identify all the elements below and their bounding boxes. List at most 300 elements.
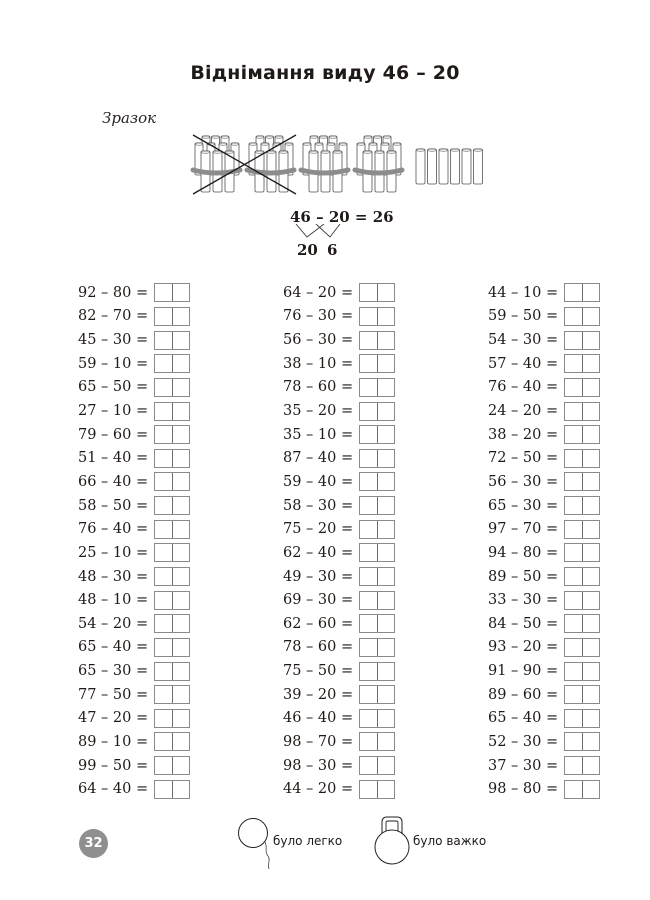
answer-tens-cell[interactable] <box>155 757 172 774</box>
answer-boxes[interactable] <box>564 283 600 302</box>
answer-units-cell[interactable] <box>172 757 190 774</box>
exercise-row <box>283 352 395 376</box>
answer-tens-cell[interactable] <box>360 592 377 609</box>
answer-units-cell[interactable] <box>377 686 395 703</box>
answer-boxes[interactable] <box>359 638 395 657</box>
answer-tens-cell[interactable] <box>155 544 172 561</box>
answer-units-cell[interactable] <box>582 686 600 703</box>
answer-boxes[interactable] <box>564 378 600 397</box>
answer-tens-cell[interactable] <box>155 615 172 632</box>
answer-units-cell[interactable] <box>377 450 395 467</box>
answer-units-cell[interactable] <box>377 379 395 396</box>
single-stick-icon <box>439 149 448 184</box>
answer-boxes[interactable] <box>564 449 600 468</box>
answer-tens-cell[interactable] <box>360 403 377 420</box>
exercise-row <box>78 754 190 778</box>
answer-units-cell[interactable] <box>172 781 190 798</box>
answer-boxes[interactable] <box>359 425 395 444</box>
answer-units-cell[interactable] <box>172 686 190 703</box>
page-number-badge: 32 <box>79 829 108 858</box>
exercise-expression: 45 – 30 = <box>78 332 149 349</box>
answer-units-cell[interactable] <box>582 592 600 609</box>
answer-boxes[interactable] <box>359 449 395 468</box>
answer-boxes[interactable] <box>359 472 395 491</box>
exercise-expression: 54 – 20 = <box>78 615 149 632</box>
exercise-expression: 44 – 20 = <box>283 781 354 798</box>
exercise-row <box>488 423 600 447</box>
answer-tens-cell[interactable] <box>565 521 582 538</box>
answer-tens-cell[interactable] <box>565 733 582 750</box>
answer-boxes[interactable] <box>359 662 395 681</box>
answer-boxes[interactable] <box>359 520 395 539</box>
exercise-expression: 93 – 20 = <box>488 639 559 656</box>
answer-units-cell[interactable] <box>172 379 190 396</box>
answer-tens-cell[interactable] <box>360 355 377 372</box>
answer-units-cell[interactable] <box>582 403 600 420</box>
answer-boxes[interactable] <box>564 780 600 799</box>
exercise-row <box>283 777 395 801</box>
answer-boxes[interactable] <box>154 638 190 657</box>
answer-units-cell[interactable] <box>377 308 395 325</box>
answer-units-cell[interactable] <box>582 284 600 301</box>
exercise-row <box>488 636 600 660</box>
exercise-row <box>78 446 190 470</box>
answer-units-cell[interactable] <box>172 497 190 514</box>
answer-units-cell[interactable] <box>582 781 600 798</box>
answer-tens-cell[interactable] <box>565 473 582 490</box>
answer-tens-cell[interactable] <box>360 710 377 727</box>
exercise-row <box>283 565 395 589</box>
answer-tens-cell[interactable] <box>565 710 582 727</box>
exercise-expression: 35 – 20 = <box>283 403 354 420</box>
exercise-row <box>283 683 395 707</box>
sample-label: Зразок <box>102 109 157 127</box>
exercise-row <box>488 352 600 376</box>
exercise-row <box>78 541 190 565</box>
single-stick-icon <box>428 149 437 184</box>
answer-boxes[interactable] <box>154 567 190 586</box>
answer-boxes[interactable] <box>564 425 600 444</box>
answer-tens-cell[interactable] <box>360 379 377 396</box>
exercise-expression: 76 – 30 = <box>283 308 354 325</box>
answer-tens-cell[interactable] <box>155 426 172 443</box>
exercise-row <box>283 612 395 636</box>
answer-tens-cell[interactable] <box>155 521 172 538</box>
answer-units-cell[interactable] <box>582 733 600 750</box>
answer-units-cell[interactable] <box>377 639 395 656</box>
answer-boxes[interactable] <box>564 496 600 515</box>
answer-tens-cell[interactable] <box>565 403 582 420</box>
answer-tens-cell[interactable] <box>155 308 172 325</box>
answer-units-cell[interactable] <box>377 403 395 420</box>
answer-boxes[interactable] <box>564 591 600 610</box>
answer-tens-cell[interactable] <box>360 639 377 656</box>
exercise-expression: 58 – 50 = <box>78 497 149 514</box>
answer-tens-cell[interactable] <box>565 686 582 703</box>
answer-boxes[interactable] <box>154 520 190 539</box>
answer-units-cell[interactable] <box>377 426 395 443</box>
answer-units-cell[interactable] <box>582 355 600 372</box>
answer-tens-cell[interactable] <box>360 497 377 514</box>
exercise-row <box>78 399 190 423</box>
answer-tens-cell[interactable] <box>565 781 582 798</box>
answer-units-cell[interactable] <box>172 332 190 349</box>
exercise-row <box>78 683 190 707</box>
single-stick-icon <box>451 149 460 184</box>
answer-boxes[interactable] <box>154 496 190 515</box>
exercise-row <box>78 636 190 660</box>
answer-boxes[interactable] <box>154 472 190 491</box>
exercise-expression: 54 – 30 = <box>488 332 559 349</box>
answer-boxes[interactable] <box>564 662 600 681</box>
answer-tens-cell[interactable] <box>155 355 172 372</box>
bundle-of-ten-icon <box>301 136 348 192</box>
answer-boxes[interactable] <box>564 732 600 751</box>
answer-units-cell[interactable] <box>172 663 190 680</box>
answer-boxes[interactable] <box>154 780 190 799</box>
answer-units-cell[interactable] <box>172 308 190 325</box>
answer-units-cell[interactable] <box>377 781 395 798</box>
answer-boxes[interactable] <box>564 354 600 373</box>
answer-tens-cell[interactable] <box>360 473 377 490</box>
exercise-row <box>283 541 395 565</box>
answer-units-cell[interactable] <box>377 757 395 774</box>
answer-units-cell[interactable] <box>172 568 190 585</box>
answer-tens-cell[interactable] <box>565 592 582 609</box>
answer-units-cell[interactable] <box>172 710 190 727</box>
exercise-row <box>488 730 600 754</box>
answer-units-cell[interactable] <box>582 450 600 467</box>
exercise-column-1 <box>78 281 190 801</box>
sample-equation: 46 – 20 = 26 <box>290 208 394 226</box>
exercise-expression: 49 – 30 = <box>283 568 354 585</box>
bundle-of-ten-icon <box>193 136 240 192</box>
answer-boxes[interactable] <box>154 354 190 373</box>
exercise-expression: 97 – 70 = <box>488 521 559 538</box>
exercise-expression: 46 – 40 = <box>283 710 354 727</box>
single-stick-icon <box>474 149 483 184</box>
answer-units-cell[interactable] <box>172 615 190 632</box>
exercise-expression: 62 – 60 = <box>283 615 354 632</box>
answer-tens-cell[interactable] <box>360 686 377 703</box>
answer-tens-cell[interactable] <box>565 284 582 301</box>
answer-tens-cell[interactable] <box>155 568 172 585</box>
exercise-expression: 35 – 10 = <box>283 426 354 443</box>
exercise-row <box>283 470 395 494</box>
answer-units-cell[interactable] <box>172 544 190 561</box>
answer-units-cell[interactable] <box>582 615 600 632</box>
exercise-expression: 57 – 40 = <box>488 355 559 372</box>
exercise-expression: 76 – 40 = <box>78 521 149 538</box>
answer-units-cell[interactable] <box>582 426 600 443</box>
answer-boxes[interactable] <box>564 402 600 421</box>
exercise-expression: 58 – 30 = <box>283 497 354 514</box>
exercise-row <box>78 470 190 494</box>
single-stick-icon <box>416 149 425 184</box>
answer-units-cell[interactable] <box>377 497 395 514</box>
exercise-row <box>488 777 600 801</box>
exercise-row <box>488 470 600 494</box>
answer-tens-cell[interactable] <box>155 332 172 349</box>
exercise-expression: 87 – 40 = <box>283 450 354 467</box>
answer-tens-cell[interactable] <box>565 355 582 372</box>
answer-boxes[interactable] <box>359 307 395 326</box>
answer-tens-cell[interactable] <box>155 403 172 420</box>
exercise-expression: 64 – 20 = <box>283 284 354 301</box>
answer-boxes[interactable] <box>564 638 600 657</box>
exercise-row <box>78 494 190 518</box>
answer-units-cell[interactable] <box>377 521 395 538</box>
answer-tens-cell[interactable] <box>360 308 377 325</box>
answer-tens-cell[interactable] <box>360 450 377 467</box>
answer-units-cell[interactable] <box>582 544 600 561</box>
answer-boxes[interactable] <box>359 756 395 775</box>
exercise-expression: 79 – 60 = <box>78 426 149 443</box>
answer-boxes[interactable] <box>564 614 600 633</box>
answer-boxes[interactable] <box>359 685 395 704</box>
exercise-expression: 78 – 60 = <box>283 639 354 656</box>
answer-tens-cell[interactable] <box>360 332 377 349</box>
answer-units-cell[interactable] <box>172 639 190 656</box>
exercise-row <box>283 494 395 518</box>
answer-tens-cell[interactable] <box>155 710 172 727</box>
answer-tens-cell[interactable] <box>360 426 377 443</box>
answer-tens-cell[interactable] <box>565 568 582 585</box>
bundle-of-ten-icon <box>247 136 294 192</box>
answer-boxes[interactable] <box>154 425 190 444</box>
exercise-expression: 48 – 30 = <box>78 568 149 585</box>
answer-tens-cell[interactable] <box>155 379 172 396</box>
answer-boxes[interactable] <box>564 520 600 539</box>
answer-tens-cell[interactable] <box>155 663 172 680</box>
exercise-row <box>78 612 190 636</box>
answer-tens-cell[interactable] <box>155 473 172 490</box>
answer-tens-cell[interactable] <box>565 450 582 467</box>
exercise-expression: 65 – 40 = <box>78 639 149 656</box>
answer-boxes[interactable] <box>359 331 395 350</box>
answer-boxes[interactable] <box>564 331 600 350</box>
exercise-row <box>488 683 600 707</box>
answer-units-cell[interactable] <box>582 521 600 538</box>
bundle-of-ten-icon <box>355 136 402 192</box>
answer-units-cell[interactable] <box>172 521 190 538</box>
answer-tens-cell[interactable] <box>360 733 377 750</box>
answer-tens-cell[interactable] <box>565 544 582 561</box>
answer-boxes[interactable] <box>564 685 600 704</box>
answer-units-cell[interactable] <box>582 308 600 325</box>
answer-boxes[interactable] <box>359 378 395 397</box>
answer-units-cell[interactable] <box>582 379 600 396</box>
answer-units-cell[interactable] <box>377 592 395 609</box>
answer-units-cell[interactable] <box>377 615 395 632</box>
answer-tens-cell[interactable] <box>565 308 582 325</box>
answer-boxes[interactable] <box>154 756 190 775</box>
exercise-expression: 89 – 50 = <box>488 568 559 585</box>
answer-units-cell[interactable] <box>377 663 395 680</box>
exercise-expression: 65 – 50 = <box>78 379 149 396</box>
exercise-row <box>283 423 395 447</box>
exercise-row <box>283 517 395 541</box>
answer-tens-cell[interactable] <box>360 781 377 798</box>
answer-boxes[interactable] <box>154 732 190 751</box>
exercise-expression: 62 – 40 = <box>283 544 354 561</box>
answer-boxes[interactable] <box>359 614 395 633</box>
exercise-expression: 56 – 30 = <box>488 473 559 490</box>
exercise-row <box>488 494 600 518</box>
answer-units-cell[interactable] <box>582 663 600 680</box>
exercise-expression: 38 – 20 = <box>488 426 559 443</box>
answer-units-cell[interactable] <box>172 733 190 750</box>
answer-units-cell[interactable] <box>377 544 395 561</box>
exercise-row <box>78 423 190 447</box>
exercise-row <box>78 352 190 376</box>
answer-units-cell[interactable] <box>172 426 190 443</box>
answer-boxes[interactable] <box>564 567 600 586</box>
exercise-row <box>283 659 395 683</box>
answer-units-cell[interactable] <box>172 284 190 301</box>
exercise-row <box>78 777 190 801</box>
answer-tens-cell[interactable] <box>565 332 582 349</box>
exercise-expression: 98 – 80 = <box>488 781 559 798</box>
answer-units-cell[interactable] <box>582 757 600 774</box>
exercise-expression: 27 – 10 = <box>78 403 149 420</box>
answer-boxes[interactable] <box>359 496 395 515</box>
answer-boxes[interactable] <box>154 709 190 728</box>
answer-boxes[interactable] <box>154 685 190 704</box>
answer-units-cell[interactable] <box>582 332 600 349</box>
split-part-units: 6 <box>327 241 338 259</box>
answer-tens-cell[interactable] <box>565 497 582 514</box>
exercise-row <box>78 376 190 400</box>
exercise-expression: 66 – 40 = <box>78 473 149 490</box>
answer-units-cell[interactable] <box>172 403 190 420</box>
exercise-row <box>488 281 600 305</box>
exercise-row <box>283 328 395 352</box>
exercise-expression: 25 – 10 = <box>78 544 149 561</box>
answer-units-cell[interactable] <box>582 568 600 585</box>
answer-boxes[interactable] <box>154 591 190 610</box>
answer-boxes[interactable] <box>154 662 190 681</box>
answer-boxes[interactable] <box>154 543 190 562</box>
answer-units-cell[interactable] <box>377 473 395 490</box>
answer-tens-cell[interactable] <box>565 757 582 774</box>
answer-boxes[interactable] <box>359 354 395 373</box>
exercise-row <box>78 328 190 352</box>
answer-tens-cell[interactable] <box>155 284 172 301</box>
answer-units-cell[interactable] <box>172 473 190 490</box>
answer-tens-cell[interactable] <box>155 733 172 750</box>
answer-tens-cell[interactable] <box>565 426 582 443</box>
answer-boxes[interactable] <box>564 543 600 562</box>
answer-boxes[interactable] <box>564 709 600 728</box>
answer-tens-cell[interactable] <box>155 450 172 467</box>
answer-tens-cell[interactable] <box>155 639 172 656</box>
answer-tens-cell[interactable] <box>360 757 377 774</box>
exercise-row <box>283 281 395 305</box>
answer-boxes[interactable] <box>154 449 190 468</box>
answer-tens-cell[interactable] <box>155 781 172 798</box>
answer-tens-cell[interactable] <box>155 686 172 703</box>
answer-tens-cell[interactable] <box>565 379 582 396</box>
answer-boxes[interactable] <box>564 756 600 775</box>
exercise-expression: 98 – 70 = <box>283 733 354 750</box>
answer-units-cell[interactable] <box>377 568 395 585</box>
answer-tens-cell[interactable] <box>155 592 172 609</box>
exercise-expression: 78 – 60 = <box>283 379 354 396</box>
answer-units-cell[interactable] <box>377 332 395 349</box>
exercise-expression: 76 – 40 = <box>488 379 559 396</box>
answer-tens-cell[interactable] <box>565 639 582 656</box>
answer-units-cell[interactable] <box>377 710 395 727</box>
exercise-expression: 65 – 40 = <box>488 710 559 727</box>
answer-units-cell[interactable] <box>377 355 395 372</box>
answer-tens-cell[interactable] <box>360 568 377 585</box>
answer-tens-cell[interactable] <box>360 284 377 301</box>
answer-units-cell[interactable] <box>582 710 600 727</box>
answer-boxes[interactable] <box>154 283 190 302</box>
exercise-expression: 91 – 90 = <box>488 663 559 680</box>
exercise-expression: 98 – 30 = <box>283 757 354 774</box>
answer-tens-cell[interactable] <box>565 615 582 632</box>
answer-boxes[interactable] <box>359 402 395 421</box>
answer-boxes[interactable] <box>359 732 395 751</box>
exercise-expression: 24 – 20 = <box>488 403 559 420</box>
exercise-expression: 75 – 50 = <box>283 663 354 680</box>
exercise-expression: 89 – 60 = <box>488 686 559 703</box>
answer-boxes[interactable] <box>154 614 190 633</box>
exercise-expression: 38 – 10 = <box>283 355 354 372</box>
answer-boxes[interactable] <box>359 709 395 728</box>
answer-boxes[interactable] <box>154 307 190 326</box>
balloon-icon <box>236 815 276 877</box>
answer-boxes[interactable] <box>154 378 190 397</box>
exercise-row <box>283 754 395 778</box>
answer-tens-cell[interactable] <box>360 544 377 561</box>
answer-tens-cell[interactable] <box>565 663 582 680</box>
exercise-expression: 72 – 50 = <box>488 450 559 467</box>
answer-boxes[interactable] <box>359 543 395 562</box>
exercise-row <box>488 612 600 636</box>
answer-tens-cell[interactable] <box>360 663 377 680</box>
answer-units-cell[interactable] <box>582 473 600 490</box>
sample-sticks-illustration <box>190 130 490 196</box>
answer-boxes[interactable] <box>564 472 600 491</box>
answer-units-cell[interactable] <box>582 639 600 656</box>
exercise-row <box>283 707 395 731</box>
answer-boxes[interactable] <box>154 402 190 421</box>
answer-boxes[interactable] <box>564 307 600 326</box>
exercise-row <box>78 659 190 683</box>
answer-boxes[interactable] <box>359 283 395 302</box>
answer-boxes[interactable] <box>154 331 190 350</box>
answer-tens-cell[interactable] <box>155 497 172 514</box>
exercise-expression: 65 – 30 = <box>488 497 559 514</box>
answer-units-cell[interactable] <box>172 450 190 467</box>
answer-boxes[interactable] <box>359 591 395 610</box>
exercise-expression: 99 – 50 = <box>78 757 149 774</box>
exercise-row <box>488 565 600 589</box>
exercise-expression: 89 – 10 = <box>78 733 149 750</box>
answer-units-cell[interactable] <box>377 284 395 301</box>
answer-tens-cell[interactable] <box>360 521 377 538</box>
answer-tens-cell[interactable] <box>360 615 377 632</box>
answer-boxes[interactable] <box>359 780 395 799</box>
answer-units-cell[interactable] <box>172 355 190 372</box>
answer-units-cell[interactable] <box>582 497 600 514</box>
answer-units-cell[interactable] <box>377 733 395 750</box>
answer-boxes[interactable] <box>359 567 395 586</box>
answer-units-cell[interactable] <box>172 592 190 609</box>
